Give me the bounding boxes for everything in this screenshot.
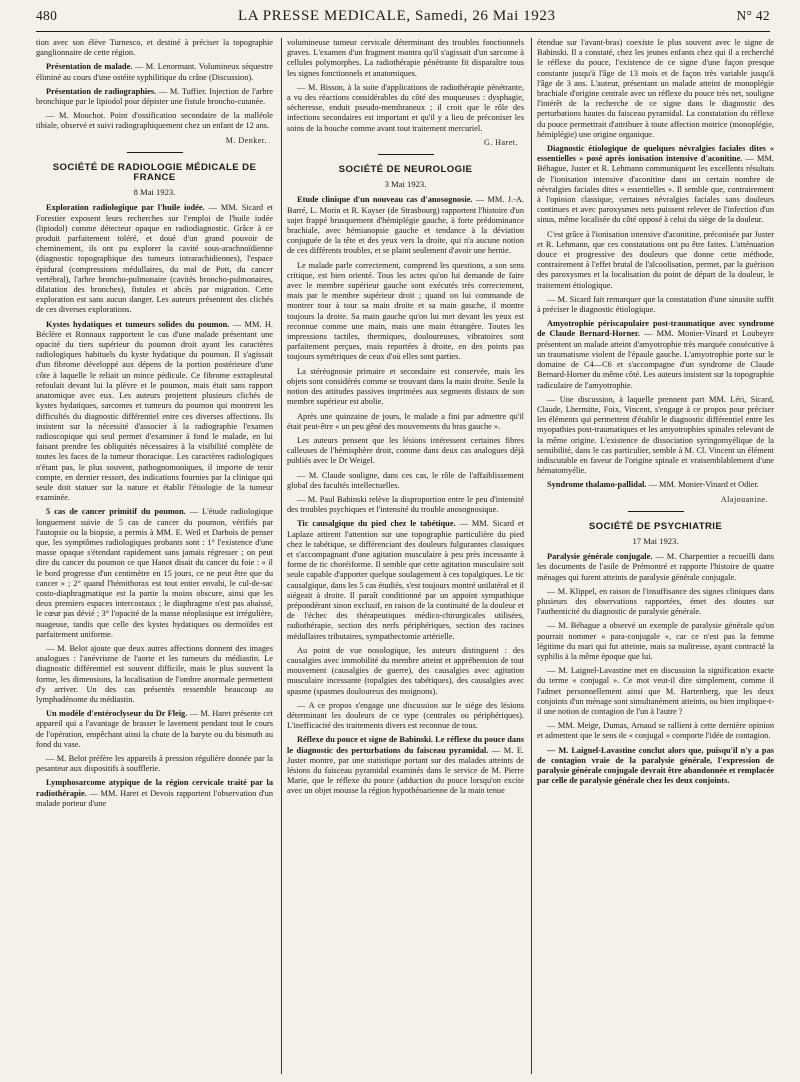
paragraph: — M. Belot ajoute que deux autres affections donnent des images analogues : l'anévrisme de l'aorte et les tumeurs du médiastin. Le diagnostic différentiel est souvent difficile, mais le plus souvent la forme, les dimensions, la localisation de l'ombre anormale permettent d'y arriver. Un des cas présentés ressemble beaucoup au lymphadénome du médiastin. [36, 643, 273, 704]
paragraph [36, 62, 273, 82]
paragraph: étendue sur l'avant-bras) coexiste le plus souvent avec le signe de Babinski. Il a constaté, chez les jeunes enfants chez qui il a recherché le réflexe du pouce, l'existence de ce signe d'une façon presque constante jusqu'à l'âge de 13 mois et de façon très variable jusqu'à l'âge de 3 ans. L'auteur, présentant un malade atteint de monoplégie brachiale d'origine centrale avec un réflexe du pouce très net, souligne l'intérêt de la recherche de ce signe dans le diagnostic des perturbations hautes du faisceau pyramidal. La constatation du réflexe du pouce permettrait d'attribuer à toute affection motrice (monoplégie, hémiplégie) une origine organique. [537, 38, 774, 139]
paragraph: — M. Klippel, en raison de l'insuffisance des signes cliniques dans plusieurs des observations rapportées, émet des doutes sur l'authenticité du diagnostic de paralysie générale. [537, 586, 774, 617]
column-2 [287, 38, 524, 1074]
header-rule [36, 31, 770, 32]
body-text: — MM. Monier-Vinard et Loubeyre présentent un malade atteint d'amyotrophie très marquée consécutive à un traumatisme violent de l'épaule gauche. L'amyotrophie porte sur le domaine de C4—C6 et s'accompagne d'un syndrome de Claude Bernard-Horner du même côté. Les auteurs insistent sur la topographie radiculaire de l'amyotrophie. [537, 329, 774, 390]
heading: Syndrome thalamo-pallidal. [547, 480, 647, 490]
body-text: — MM. Sicard et Forestier exposent leurs recherches sur l'emploi de l'huile iodée (lipiodol) comme détecteur opaque en radiodiagnostic. Grâce à ce produit parfaitement toléré, et doué d'un grand pouvoir de cheminement, ils ont pu explorer la cavité sous-arachnoïdienne (diagnostic topographique des tumeurs intrarachidiennes), l'espace épidural (compressions médullaires, du mal de Pott, du cancer vertébral), l'arbre broncho-pulmonaire (cavités broncho-pulmonaires, dilatation des bronches), fistules et abcès par migration. Cette exploration est sans aucun danger. Les auteurs présentent des clichés de ces diverses explorations. [36, 203, 273, 315]
paragraph: Les auteurs pensent que les lésions intéressent certaines fibres calleuses de l'hémisphère droit, comme dans deux cas analogues déjà publiés avec le Dr Weigel. [287, 435, 524, 466]
paragraph: — MM. Meige, Dumas, Arnaud se rallient à cette dernière opinion et admettent que le sens de « conjugal » comporte l'idée de contagion. [537, 721, 774, 741]
paragraph [537, 480, 774, 490]
paragraph: — M. Béhague a observé un exemple de paralysie générale qu'on pourrait nommer « para-conjugale », car ce n'est pas la femme légitime du mari qui fut atteinte, mais sa maîtresse, ayant contracté la syphilis à la même époque que lui. [537, 621, 774, 661]
heading: Paralysie générale conjugale. [547, 552, 653, 562]
paragraph: Le malade parle correctement, comprend les questions, a son sens critique, est bien orienté. Tous les actes qu'on lui demande de faire avec le membre supérieur gauche sont exécutés très correctement, mais par le membre supérieur droit ; quand on lui commande de montrer tour à tour sa main droite et sa main gauche, il montre toujours la droite. Sa main gauche qu'on lui met devant les yeux est reconnue comme une main, mais une main étrangère. Toutes les impressions tactiles, thermiques, douloureuses, vibratoires sont parfaitement perçues, mais reportées à droite, en des points pas toujours symétriques de ceux d'où elles sont parties. [287, 260, 524, 362]
body-text: — M. Lenormant. Volumineux séquestre éliminé au cours d'une ostéite syphilitique du crâne (Discussion). [36, 62, 273, 82]
paragraph: Au point de vue nosologique, les auteurs distinguent : des causalgies avec immobilité du membre atteint et appréhension de tout mouvement (causalgies de guerre), des causalgies avec agitation musculaire incessante (topalgies des tabétiques), des causalgies avec spasme (spasmes douloureux des moignons). [287, 645, 524, 696]
body-text: — M. Haret présente cet appareil qui a l'avantage de brasser le lavement pendant tout le cours de l'opération, empêchant ainsi la chute de la baryte ou du bismuth au fond du vase. [36, 709, 273, 749]
paragraph [537, 552, 774, 583]
heading: Présentation de radiographies. [46, 86, 157, 96]
body-text: — MM. Monier-Vinard et Odier. [648, 480, 759, 490]
paragraph: La stéréognosie primaire et secondaire est conservée, mais les objets sont considérés comme se trouvant dans la main droite. Seule la notion des attitudes passives imprimées aux segments distaux de son membre supérieur est abolie. [287, 366, 524, 407]
paragraph: tion avec son élève Turnesco, et destiné à préciser la topographie ganglionnaire de cette région. [36, 38, 273, 58]
paragraph: — M. Mouchot. Point d'ossification secondaire de la malléole tibiale, observé et suivi radiographiquement chez un enfant de 12 ans. [36, 111, 273, 131]
paragraph [537, 144, 774, 226]
body-text: — MM. Haret et Devois rapportent l'observation d'un malade porteur d'une [36, 788, 273, 808]
body-text: — MM. Sicard et Laplaze attirent l'attention sur une topographie particulière du pied chez le tabétique, se différenciant des douleurs fulgurantes classiques et s'accompagnant d'une agitation musculaire à peu près incessante à forme de tic choréiforme. Il semble que cette agitation musculaire soit seule capable d'apporter quelque soulagement à ces topalgiques. Le tic causalgique, dans les 5 cas étudiés, s'est toujours montré unilatéral et il siégeait à droite. Il paraît conditionné par un appoint sympathique prépondérant sinon exclusif, en raison de la continuité de la douleur et de l'échec des thérapeutiques médico-chirurgicales utilisées, radiothérapie, section des nerfs périphériques, section des racines médullaires tributaires, sympathectomie artérielle. [287, 519, 524, 641]
heading: Kystes hydatiques et tumeurs solides du poumon. [46, 319, 230, 329]
heading: Tic causalgique du pied chez le tabétique. [297, 519, 456, 529]
section-title: SOCIÉTÉ DE PSYCHIATRIE [588, 520, 723, 532]
body-text: — M. Charpentier a recueilli dans les documents de l'asile de Prémontré et rapporte l'histoire de quatre ménages qui furent atteints de paralysie générale conjugale. [537, 552, 774, 582]
body-text: — M. Tuffier. Injection de l'arbre bronchique par le lipiodol pour dépister une fistule broncho-cutanée. [36, 86, 273, 107]
paragraph: — M. Laignel-Lavastine conclut alors que, puisqu'il n'y a pas de contagion vraie de la paralysie générale, l'expression de paralysie générale conjugale devrait être abandonnée et remplacée par celle de paralysie générale chez les deux conjoints. [537, 745, 774, 786]
paragraph: — M. Claude souligne, dans ces cas, le rôle de l'affaiblissement global des facultés intellectuelles. [287, 470, 524, 490]
separator [378, 154, 434, 155]
paragraph: — Une discussion, à laquelle prennent part MM. Léri, Sicard, Claude, Lhermitte, Foix, Vincent, s'engage à ce propos pour préciser les éléments qui permettent d'établir le diagnostic différentiel entre les myopathies post-traumatiques et les amyotrophies spinales relevant de la même origine. L'existence de dissociation syringomyélique de la sensibilité, dans le cas particulier, semble à M. Cl. Vincent un élément indiscutable en faveur de l'origine spinale et vraisemblablement d'une hématomyélie. [537, 394, 774, 476]
paragraph [36, 507, 273, 640]
column-divider [531, 38, 532, 1074]
paragraph [36, 709, 273, 750]
signature: Alajouanine. [720, 494, 768, 504]
heading: Etude clinique d'un nouveau cas d'anosognosie. [297, 195, 473, 205]
body-text: — MM. J.-A. Barré, L. Morin et R. Kayser (de Strasbourg) rapportent l'histoire d'un sujet frappé brusquement d'hémiplégie gauche, à forte prédominance brachiale, avec hémianopsie gauche et tendance à la déviation conjuguée de la tête et des yeux vers la droite, qui n'a aucune notion de ces différents troubles, et se plaint seulement d'avoir une hernie. [287, 195, 524, 256]
section-date: 3 Mai 1923. [384, 179, 427, 190]
paragraph [36, 778, 273, 809]
paragraph: volumineuse tumeur cervicale déterminant des troubles fonctionnels graves. L'examen d'un fragment montra qu'il s'agissait d'un sarcome à cellules polymorphes. La radiothérapie pénétrante fit disparaître tous les signes fonctionnels et anatomiques. [287, 38, 524, 78]
paragraph: — M. Paul Babinski relève la disproportion entre le peu d'intensité des troubles psychiques et l'intensité du trouble anosognosique. [287, 494, 524, 515]
paragraph [287, 735, 524, 796]
section-date: 17 Mai 1923. [632, 535, 679, 546]
paragraph [287, 519, 524, 641]
heading: Amyotrophie périscapulaire post-traumatique avec syndrome de Claude Bernard-Horner. [537, 319, 774, 339]
heading: Réflexe du pouce et signe de Babinski. Le réflexe du pouce dans le diagnostic des perturbations du faisceau pyramidal. [287, 735, 524, 755]
paragraph [36, 203, 273, 315]
heading: Diagnostic étiologique de quelques névralgies faciales dites « essentielles » posé après ionisation intensive d'aconitine. [537, 144, 774, 164]
paragraph [537, 319, 774, 390]
issue-number: N° 42 [736, 8, 770, 23]
separator [127, 152, 183, 153]
paragraph [36, 87, 273, 107]
paragraph: — M. Belot préfère les appareils à pression régulière donnée par la pesanteur aux dispositifs à soufflerie. [36, 754, 273, 774]
section-date: 8 Mai 1923. [133, 187, 176, 198]
heading: Un modèle d'entéroclyseur du Dr Fleig. [46, 709, 188, 719]
section-title: SOCIÉTÉ DE RADIOLOGIE MÉDICALE DE FRANCE [52, 161, 257, 184]
heading: Exploration radiologique par l'huile iodée. [46, 203, 205, 213]
paragraph: Après une quinzaine de jours, le malade a fini par admettre qu'il était peut-être « un peu gêné des mouvements du bras gauche ». [287, 411, 524, 431]
signature: G. Haret. [483, 137, 518, 147]
page-header [36, 8, 770, 30]
column-3 [537, 38, 774, 1074]
heading: 5 cas de cancer primitif du poumon. [46, 507, 186, 517]
paragraph: C'est grâce à l'ionisation intensive d'aconitine, préconisée par Juster et R. Lehmann, que ces constatations ont pu être faites. L'atténuation douce et progressive des douleurs que donne cette méthode, contrairement à l'effet brutal de l'alcoolisation, permet, par la guérison des paroxysmes et la localisation du point de départ de la douleur, le traitement étiologique. [537, 229, 774, 290]
paragraph [36, 320, 273, 504]
section-title: SOCIÉTÉ DE NEUROLOGIE [338, 164, 473, 176]
separator [628, 511, 684, 512]
page-number: 480 [36, 8, 58, 23]
signature: M. Denker. [225, 135, 267, 145]
body-text: — MM. H. Béclère et Ronnaux rapportent le cas d'une malade présentant une opacité du tiers supérieur du poumon droit ayant les caractères radiologiques habituels du kyste hydatique du poumon. Il s'agissait d'un fibrome développé aux dépens de la portion postérieure d'une côte à laquelle le reliait un mince pédicule. Ce fibrome extrapleural refoulait devant lui la plèvre et le poumon, mais était sans rapport anatomique avec eux. Les auteurs projettent plusieurs clichés de kystes hydatiques, sarcomes et tumeurs du poumon qui montrent les difficultés du diagnostic différentiel entre ces diverses affections. Ils insistent sur la nécessité d'associer à la radiographie l'examen radioscopique qui seul permet d'examiner à fond le malade, en lui faisant prendre les obliquités nécessaires à la visibilité complète de toutes les faces de la tumeur thoracique. Les caractères radiologiques n'étant pas, le plus souvent, pathognomoniques, il importe de tenir compte, en dernier ressort, des indications fournies par la clinique qui seule doit statuer sur la nature et établir l'étiologie de la tumeur examinée. [36, 319, 273, 503]
heading: Présentation de malade. [46, 62, 133, 72]
paragraph: — M. Bisson, à la suite d'applications de radiothérapie pénétrante, a vu des réactions considérables du côté des muqueuses : dysphagie, sécheresse, enduit pseudo-membraneux ; il croit que le rôle des infections secondaires est important et qu'il y a lieu de préconiser les soins de la bouche comme avant tout traitement mercuriel. [287, 82, 524, 133]
paragraph: — A ce propos s'engage une discussion sur le siège des lésions déterminant les douleurs de ce type (centrales ou périphériques). L'inefficacité des traitements divers est reconnue de tous. [287, 700, 524, 731]
body-text: — M. E. Juster montre, par une statistique portant sur des malades atteints de lésions du faisceau pyramidal examinés dans le service de M. Pierre Marie, que le réflexe du pouce (adduction du pouce lorsqu'on excite avec un objet mousse la région hypothénarienne de la main tenue [287, 745, 524, 796]
column-1 [36, 38, 273, 1074]
body-text: — L'étude radiologique longuement suivie de 5 cas de cancer du poumon, vérifiés par l'autopsie ou la biopsie, a permis à MM. E. Weil et Darbois de penser que, les symptômes radiologiques probants sont : 1° l'existence d'une masse opaque s'étendant rapidement sans jamais régresser ; on peut dire du cancer du poumon ce que Hanot disait du cancer du foie : « il le bord progresse d'un centimètre en 15 jours, ce ne peut être que du cancer » ; 2° quand l'hémithorax est tout entier envahi, le cul-de-sac costo-diaphragmatique est la partie la moins obscure, ainsi que les deux premiers espaces intercostaux ; le diaphragme n'est pas abaissé, le cœur pas dévié ; 3° l'opacité de la masse néoplasique est irrégulière, nuageuse, tandis que celle des kystes hydatiques ou dermoïdes est parfaitement uniforme. [36, 507, 273, 639]
paragraph: — M. Laignel-Lavastine met en discussion la signification exacte du terme « conjugal ». Ce mot veut-il dire simplement, comme il l'admet personnellement ainsi que M. Hartenberg, que les deux conjoints d'un ménage sont simultanément atteints, ou bien implique-t-il une notion de contagion de l'un à l'autre ? [537, 666, 774, 716]
heading: Lymphosarcome atypique de la région cervicale traité par la radiothérapie. [36, 778, 273, 798]
paragraph [287, 195, 524, 256]
column-divider [281, 38, 282, 1074]
body-text: — MM. Béhague, Juster et R. Lehmann communiquent les excellents résultats de l'ionisation intensive d'aconitine dans un certain nombre de névralgies faciales dites « essentielles ». Il semble que, contrairement à l'opinion classique, certaines névralgies faciales sans douleurs continues et avec paroxysmes nets puissent relever de l'infection d'un sinus, même localisée du côté opposé à celui du siège de la douleur. [537, 154, 774, 225]
paragraph: — M. Sicard fait remarquer que la constatation d'une sinusite suffit à préciser le diagnostic étiologique. [537, 294, 774, 315]
journal-title: LA PRESSE MEDICALE, Samedi, 26 Mai 1923 [238, 8, 556, 24]
